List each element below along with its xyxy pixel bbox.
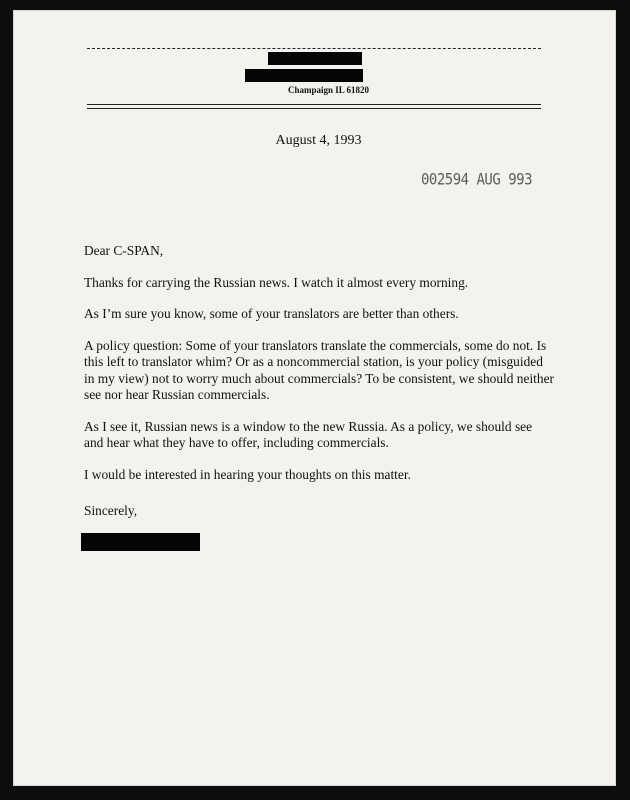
paragraph: Thanks for carrying the Russian news. I watch it almost every morning. [84,274,469,290]
letter-page [13,10,616,786]
paragraph: A policy question: Some of your translators translate the commercials, some do not. Is this left to translator whim? Or as a noncommercial station, is your policy (misguided in my view) not to worry much about commercials? To be consistent, we should neither see nor hear Russian commercials. [84,337,554,402]
paragraph: I would be interested in hearing your thoughts on this matter. [84,466,411,482]
paragraph: As I’m sure you know, some of your translators are better than others. [84,306,459,321]
redacted-address-block [245,69,363,82]
letter-date: August 4, 1993 [275,133,362,148]
paragraph: As I see it, Russian news is a window to the new Russia. As a policy, we should see and hear what they have to offer, including commercials. [84,418,533,450]
closing: Sincerely, [84,503,138,518]
letterhead-city: Champaign IL 61820 [287,85,370,95]
letter-body [84,243,554,535]
salutation: Dear C-SPAN, [84,243,164,258]
redacted-signature-block [81,533,200,551]
letterhead-double-rule [87,104,541,109]
redacted-name-block [268,52,362,65]
letterhead-dashed-rule [87,48,541,49]
received-stamp: 002594 AUG 993 [421,170,533,190]
